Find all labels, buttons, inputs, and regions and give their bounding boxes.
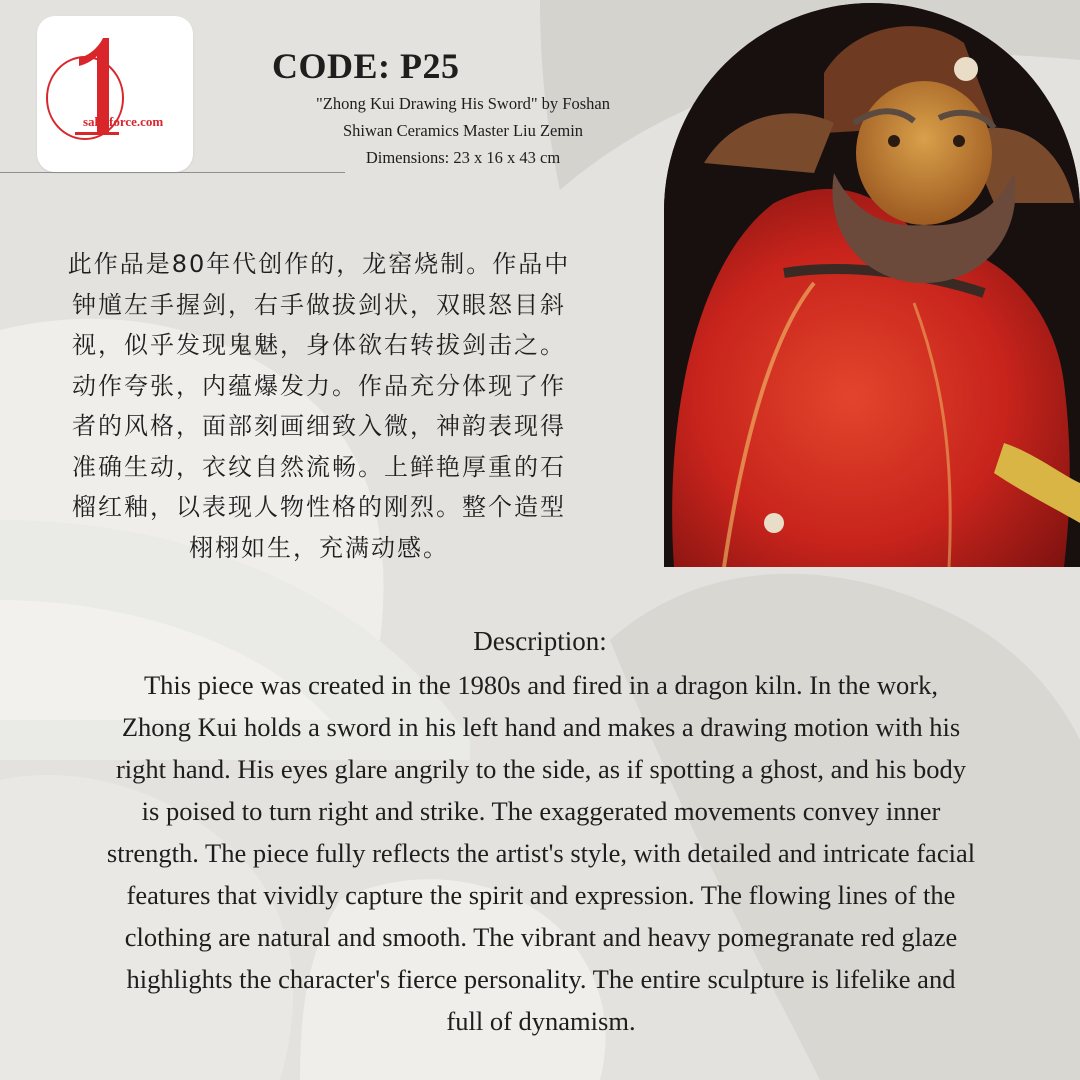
chinese-line: 视，似乎发现鬼魅，身体欲右转拔剑击之。 (72, 331, 566, 359)
description-title: Description: (473, 626, 607, 656)
subtitle-line: Dimensions: 23 x 16 x 43 cm (365, 148, 561, 167)
english-description (26, 664, 1056, 1042)
salesforce-logo[interactable] (37, 16, 193, 172)
description-line: right hand. His eyes glare angrily to the side, as if spotting a ghost, and his body (115, 754, 967, 784)
description-line: full of dynamism. (446, 1006, 636, 1036)
logo-text: salesforce.com (83, 114, 164, 129)
description-line: strength. The piece fully reflects the artist's style, with detailed and intricate facial (106, 838, 976, 868)
chinese-line: 钟馗左手握剑，右手做拔剑状，双眼怒目斜 (72, 290, 566, 319)
header-divider (0, 172, 345, 173)
ceramic-figure-image (664, 3, 1080, 567)
description-line: This piece was created in the 1980s and fired in a dragon kiln. In the work, (143, 670, 939, 700)
chinese-line: 动作夸张，内蕴爆发力。作品充分体现了作 (72, 371, 566, 400)
chinese-line: 栩栩如生，充满动感。 (189, 533, 449, 562)
description-line: highlights the character's fierce personality. The entire sculpture is lifelike and (126, 964, 956, 994)
description-line: Zhong Kui holds a sword in his left hand and makes a drawing motion with his (121, 712, 961, 742)
product-code: CODE: P25 (272, 46, 460, 86)
product-subtitle (280, 90, 646, 171)
description-line: features that vividly capture the spirit and expression. The flowing lines of the (126, 880, 956, 910)
description-line: clothing are natural and smooth. The vibrant and heavy pomegranate red glaze (124, 922, 958, 952)
subtitle-line: "Zhong Kui Drawing His Sword" by Foshan (316, 94, 610, 113)
subtitle-line: Shiwan Ceramics Master Liu Zemin (342, 121, 584, 140)
chinese-line: 此作品是80年代创作的，龙窑烧制。作品中 (67, 250, 571, 278)
chinese-line: 榴红釉，以表现人物性格的刚烈。整个造型 (72, 493, 566, 521)
product-photo (664, 3, 1080, 567)
chinese-line: 者的风格，面部刻画细致入微，神韵表现得 (72, 412, 566, 440)
description-line: is poised to turn right and strike. The exaggerated movements convey inner (141, 796, 941, 826)
logo-icon (37, 16, 193, 172)
chinese-line: 准确生动，衣纹自然流畅。上鲜艳厚重的石 (72, 452, 566, 481)
chinese-description (36, 244, 602, 568)
